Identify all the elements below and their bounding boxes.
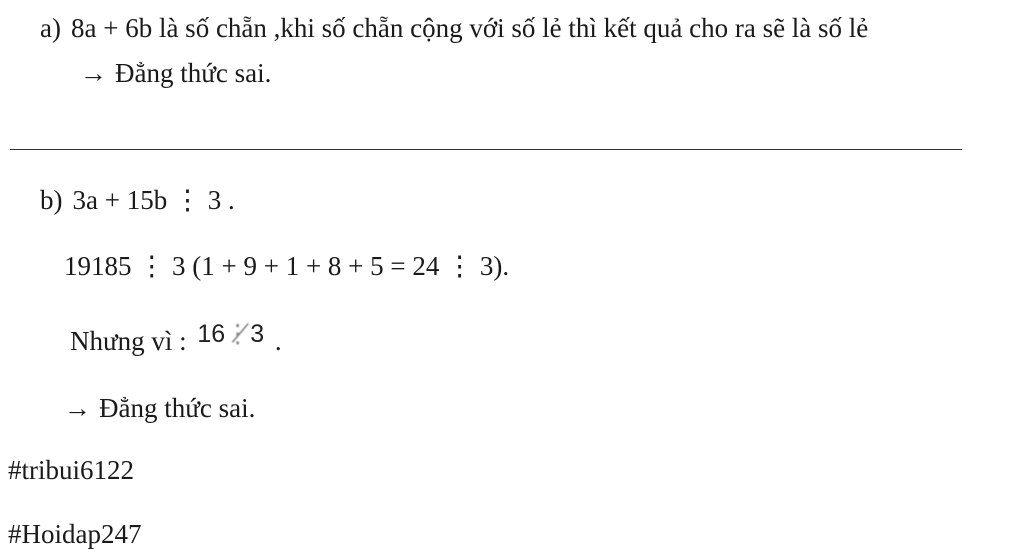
part-b-statement: 3a + 15b ⋮ 3 .: [72, 185, 235, 215]
tag-site: [8, 518, 141, 550]
part-b-label: b): [40, 185, 63, 215]
not-divisible-right: 3: [250, 320, 265, 348]
arrow-icon: →: [80, 58, 107, 88]
part-b-check-text: 19185 ⋮ 3 (1 + 9 + 1 + 8 + 5 = 24 ⋮ 3).: [64, 251, 510, 281]
part-b-digit-check: [64, 250, 509, 282]
arrow-icon: →: [64, 393, 91, 423]
part-a-label: a): [40, 13, 61, 43]
part-b-line-1: [40, 184, 235, 216]
part-a-conclusion: [80, 57, 271, 89]
part-a-conclusion-text: Đẳng thức sai.: [115, 58, 272, 88]
part-b-conclusion-text: Đẳng thức sai.: [99, 393, 256, 423]
part-b-but-suffix: .: [274, 326, 282, 356]
not-divisible-icon: ⋮̸: [225, 320, 251, 348]
part-a-line-1: [40, 12, 868, 44]
tag-author: [8, 454, 134, 486]
part-b-conclusion: [64, 392, 255, 424]
tag-author-text: #tribui6122: [8, 455, 134, 485]
part-a-text: 8a + 6b là số chẵn ,khi số chẵn cộng với số lẻ thì kết quả cho ra sẽ là số lẻ: [70, 13, 869, 43]
not-divisible-left: 16: [197, 320, 226, 348]
part-b-but-line: [70, 320, 282, 358]
tag-site-text: #Hoidap247: [8, 519, 142, 549]
part-b-but-prefix: Nhưng vì :: [70, 326, 187, 356]
not-divisible-expression: [197, 318, 264, 350]
section-divider: [10, 149, 962, 150]
